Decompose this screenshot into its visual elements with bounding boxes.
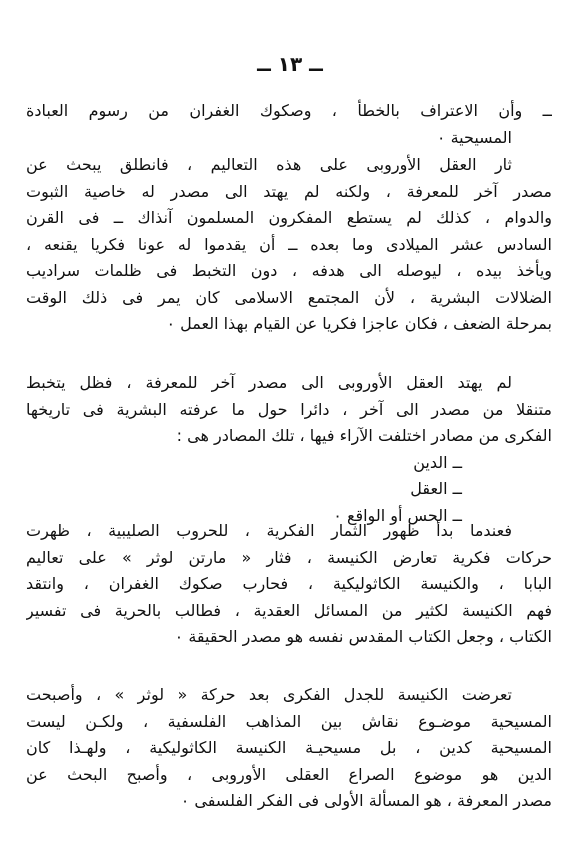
text-line: متنقلا من مصدر الى آخر ، دائرا حول ما عرفته البشرية فى تاريخها — [26, 399, 552, 419]
text-line: السادس عشر الميلادى وما بعده ــ أن يقدموا له عونا فكريا يقنعه ، — [26, 234, 552, 254]
paragraph-3 — [26, 370, 552, 529]
text-line: الكتاب ، وجعل الكتاب المقدس نفسه هو مصدر الحقيقة ٠ — [174, 627, 552, 646]
list-item-religion: ــ الدين — [413, 452, 462, 472]
paragraph-1 — [26, 98, 552, 151]
text-line: البابا ، والكنيسة الكاثوليكية ، فحارب صكوك الغفران ، وانتقد — [26, 574, 552, 593]
text-line: فهم الكنيسة لكثير من المسائل العقدية ، فطالب بالحرية فى تفسير — [26, 600, 552, 620]
text-line: المسيحية موضـوع نقاش بين المذاهب الفلسفية ، ولكـن ليست — [26, 711, 552, 731]
text-line: ويأخذ بيده ، ليوصله الى هدفه ، دون التخبط فى ظلمات سراديب — [26, 261, 552, 280]
list-item-senses: ــ الحس أو الواقع ٠ — [333, 505, 462, 525]
text-line: والدوام ، كذلك لم يستطع المفكرون المسلمون آنذاك ــ فى القرن — [26, 208, 552, 227]
text-line: المسيحية ٠ — [436, 127, 512, 147]
text-line: ثار العقل الأوروبى على هذه التعاليم ، فانطلق يبحث عن — [26, 155, 512, 174]
text-line: الضلالات البشرية ، لأن المجتمع الاسلامى كان يمر فى ذلك الوقت — [26, 287, 552, 307]
text-line: مصدر آخر للمعرفة ، ولكنه لم يهتد الى مصدر له خاصية الثبوت — [26, 181, 552, 201]
text-line: ــ وأن الاعتراف بالخطأ ، وصكوك الغفران من رسوم العبادة — [26, 101, 552, 120]
text-line: حركات فكرية تعارض الكنيسة ، فثار « مارتن لوثر » على تعاليم — [26, 547, 552, 567]
page-number: ــ ١٣ ــ — [257, 52, 323, 76]
paragraph-5 — [26, 682, 552, 815]
text-line: فعندما بدأ ظهور الثمار الفكرية ، للحروب الصليبية ، ظهرت — [26, 521, 512, 540]
text-line: لم يهتد العقل الأوروبى الى مصدر آخر للمعرفة ، فظل يتخبط — [26, 373, 512, 392]
list-item-reason: ــ العقل — [410, 479, 462, 498]
text-line: بمرحلة الضعف ، فكان عاجزا فكريا عن القيام بهذا العمل ٠ — [166, 314, 552, 333]
paragraph-4 — [26, 518, 552, 651]
text-line: تعرضت الكنيسة للجدل الفكرى بعد حركة « لوثر » ، وأصبحت — [26, 685, 512, 704]
text-line: مصدر المعرفة ، هو المسألة الأولى فى الفكر الفلسفى ٠ — [180, 791, 552, 810]
text-line: الدين هو موضوع الصراع العقلى الأوروبى ، وأصبح البحث عن — [26, 764, 552, 784]
paragraph-2 — [26, 152, 552, 338]
text-line: المسيحية كدين ، بل مسيحيـة الكنيسة الكاثوليكية ، ولهـذا كان — [26, 738, 552, 757]
text-line: الفكرى من مصادر اختلفت الآراء فيها ، تلك المصادر هى : — [176, 426, 552, 445]
